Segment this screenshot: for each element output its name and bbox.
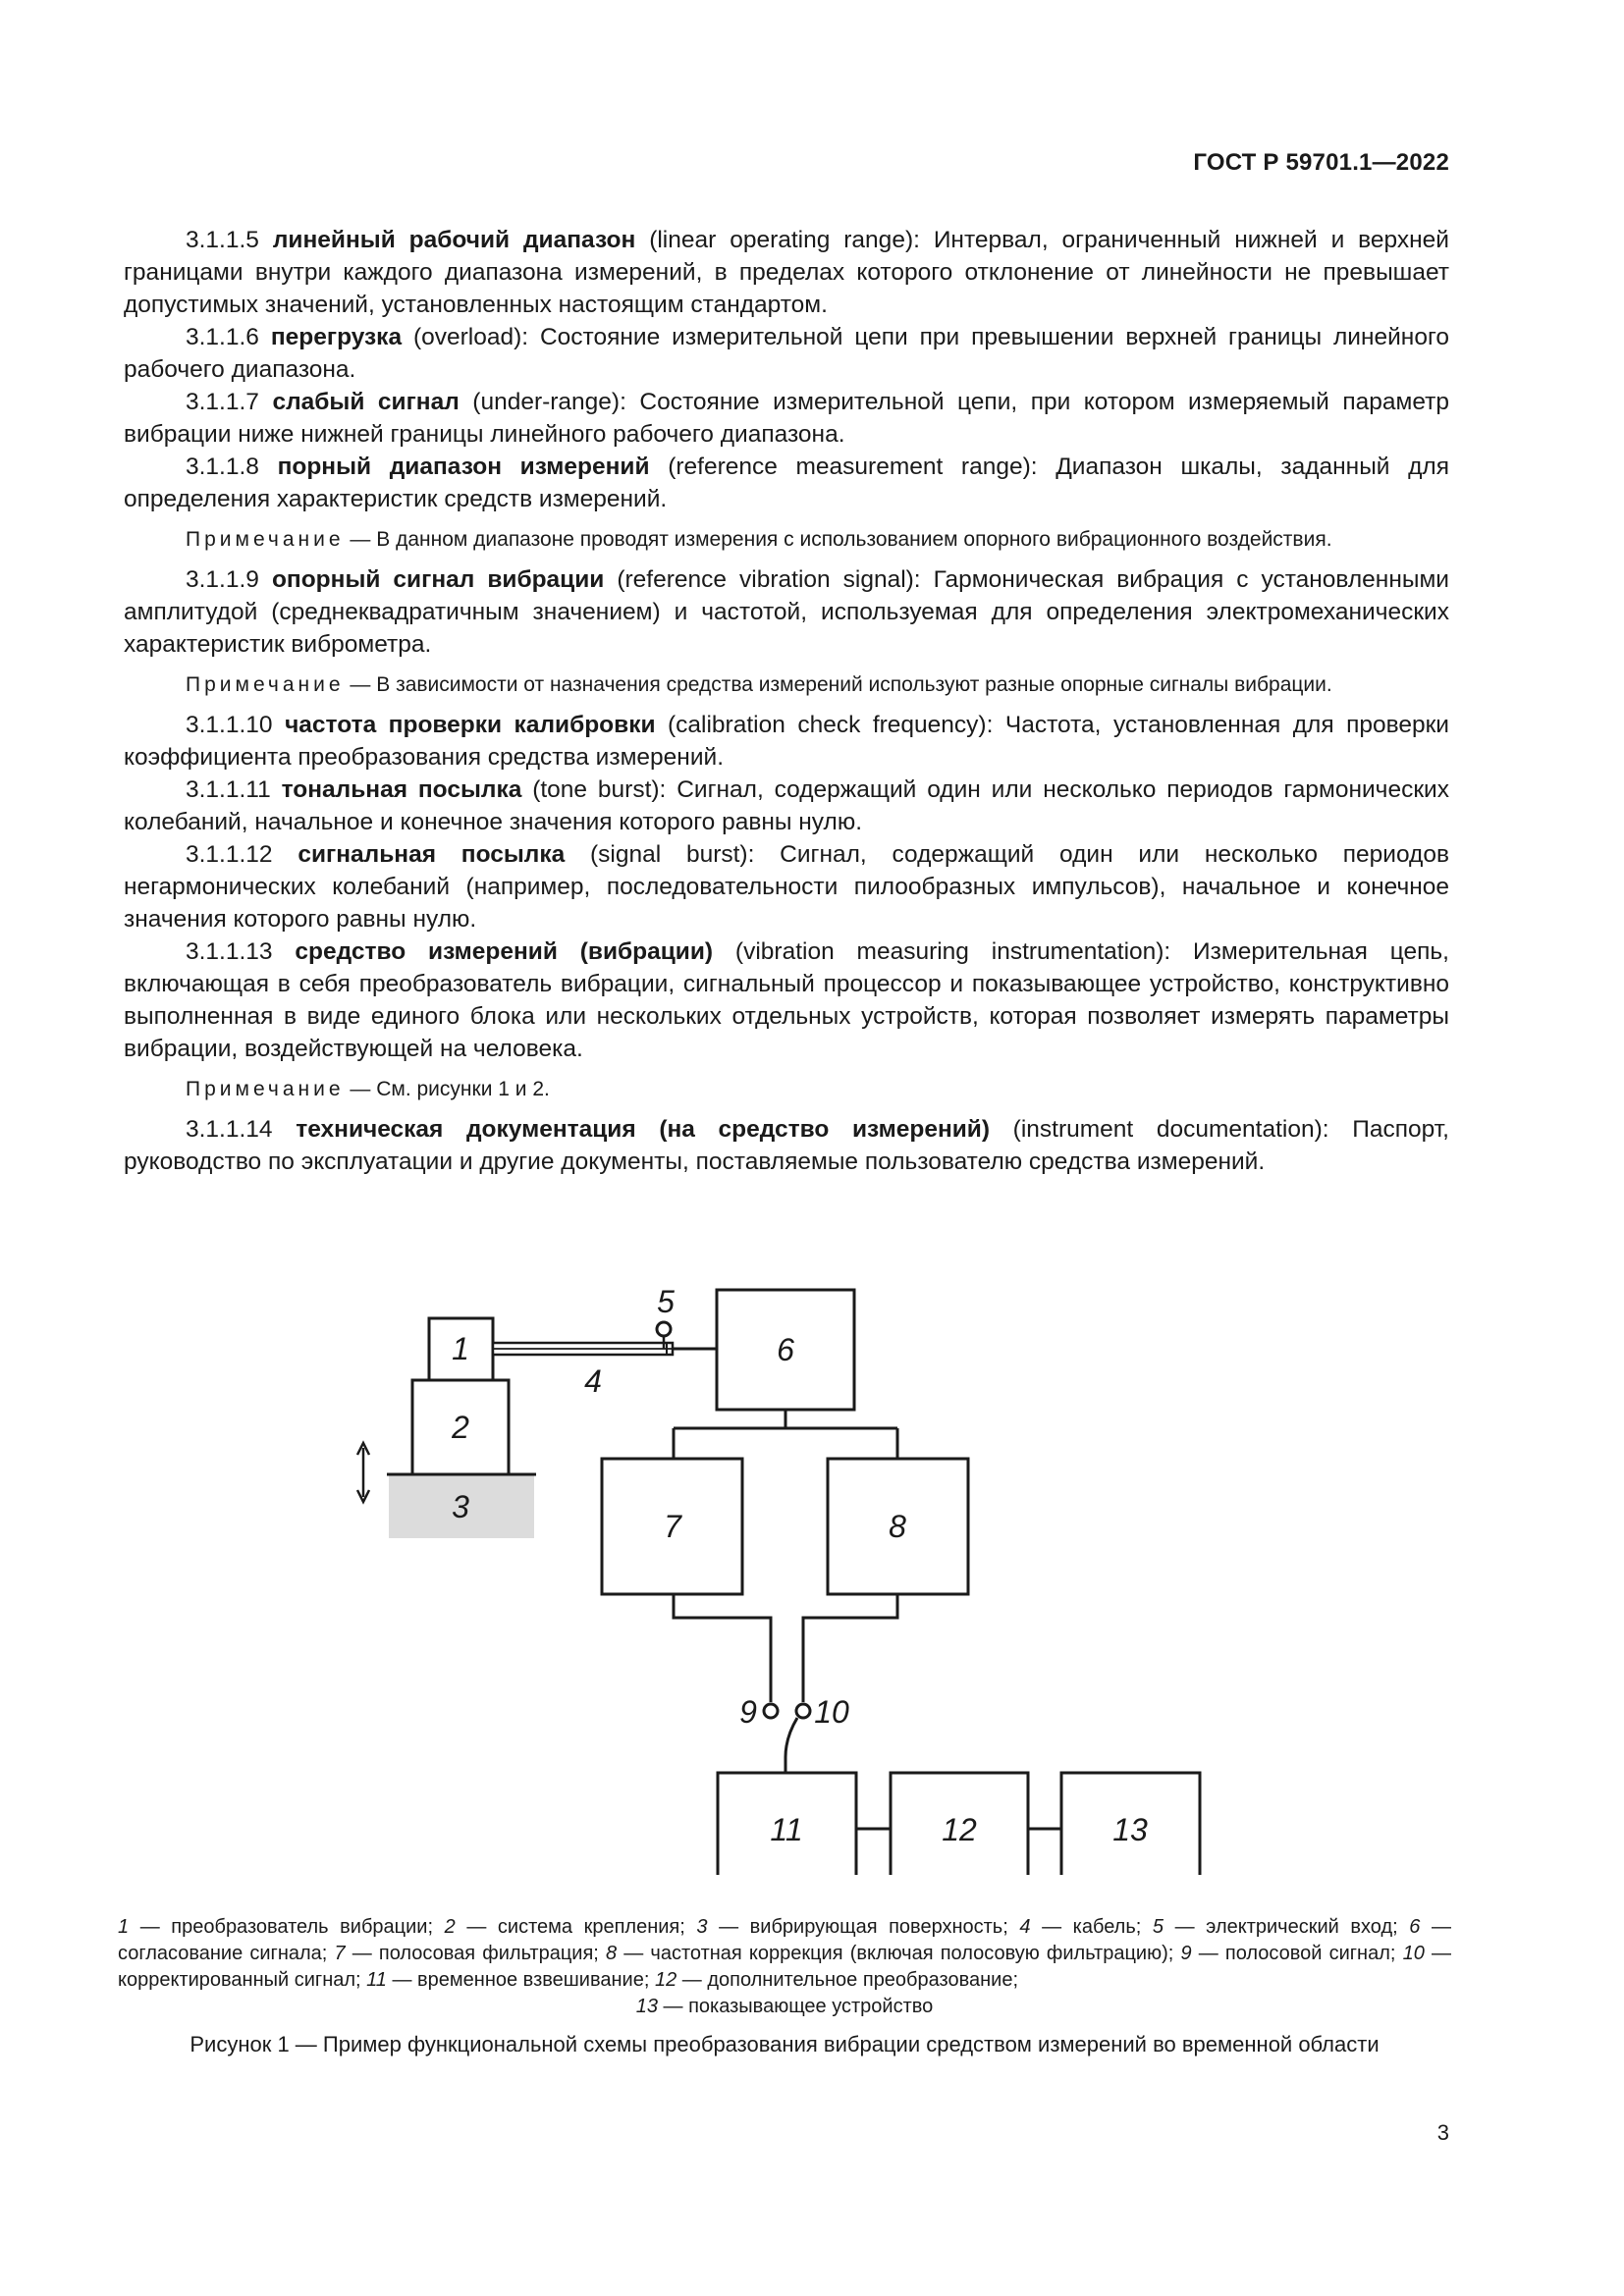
- label-8: 8: [889, 1509, 906, 1544]
- term: порный диапазон измерений: [277, 454, 650, 480]
- term: перегрузка: [270, 324, 403, 350]
- note-label: Примечание: [186, 528, 345, 551]
- connector: [674, 1594, 771, 1702]
- definition-3-1-1-7: 3.1.1.7 слабый сигнал (under-range): Состояние измерительной цепи, при котором измеряемый параметр вибрации ниже нижней границы линейного рабочего диапазона.: [124, 389, 1449, 448]
- note-1: Примечание — В данном диапазоне проводят измерения с использованием опорного вибрационного воздействия.: [186, 528, 1332, 551]
- label-12: 12: [942, 1812, 977, 1847]
- note-label: Примечание: [186, 1078, 345, 1100]
- definition-3-1-1-8: 3.1.1.8 порный диапазон измерений (reference measurement range): Диапазон шкалы, заданный для определения характеристик средств измерений.: [124, 454, 1449, 512]
- definition-3-1-1-14: 3.1.1.14 техническая документация (на средство измерений) (instrument documentation): Паспорт, руководство по эксплуатации и другие документы, поставляемые пользователю средства измерений.: [124, 1116, 1449, 1175]
- term: линейный рабочий диапазон: [272, 227, 636, 253]
- label-3: 3: [452, 1489, 469, 1524]
- term: средство измерений (вибрации): [295, 938, 714, 965]
- definition-3-1-1-12: 3.1.1.12 сигнальная посылка (signal burst): Сигнал, содержащий один или несколько периодов негармонических колебаний (например, последовательности пилообразных импульсов), начальное и конечное значения которого равны нулю.: [124, 841, 1449, 933]
- terminal-9: [764, 1704, 778, 1718]
- label-2: 2: [452, 1410, 469, 1445]
- electrical-input-terminal: [657, 1322, 671, 1336]
- term: тональная посылка: [281, 776, 522, 803]
- terminal-10: [796, 1704, 810, 1718]
- functional-diagram: [0, 1286, 1624, 1847]
- label-7: 7: [664, 1509, 681, 1544]
- label-11: 11: [770, 1812, 803, 1847]
- term: слабый сигнал: [272, 389, 460, 415]
- label-13: 13: [1112, 1812, 1148, 1847]
- definition-3-1-1-13: 3.1.1.13 средство измерений (вибрации) (vibration measuring instrumentation): Измерительная цепь, включающая в себя преобразователь вибрации, сигнальный процессор и показывающее устройство, конструктивно выполненная в виде единого блока или нескольких отдельных устройств, которая позволяет измерять параметры вибрации, воздействующей на человека.: [124, 938, 1449, 1062]
- term: техническая документация (на средство измерений): [296, 1116, 991, 1143]
- standard-header: ГОСТ Р 59701.1—2022: [1193, 149, 1449, 176]
- note-2: Примечание — В зависимости от назначения средства измерений используют разные опорные сигналы вибрации.: [186, 673, 1332, 696]
- figure-legend: 1 — преобразователь вибрации; 2 — система крепления; 3 — вибрирующая поверхность; 4 — кабель; 5 — электрический вход; 6 — согласование сигнала; 7 — полосовая фильтрация; 8 — частотная коррекция (включая полосовую фильтрацию); 9 — полосовой сигнал; 10 — корректированный сигнал; 11 — временное взвешивание; 12 — дополнительное преобразование; 13 — показывающее устройство: [118, 1914, 1451, 2020]
- definition-3-1-1-11: 3.1.1.11 тональная посылка (tone burst): Сигнал, содержащий один или несколько периодов гармонических колебаний, начальное и конечное значения которого равны нулю.: [124, 776, 1449, 835]
- label-6: 6: [777, 1332, 794, 1367]
- definition-3-1-1-5: 3.1.1.5 линейный рабочий диапазон (linear operating range): Интервал, ограниченный нижней и верхней границами внутри каждого диапазона измерений, в пределах которого отклонение от линейности не превышает допустимых значений, установленных настоящим стандартом.: [124, 227, 1449, 318]
- diagram-svg: [0, 1286, 1624, 1875]
- term: сигнальная посылка: [298, 841, 566, 868]
- page-number: 3: [1436, 2120, 1449, 2145]
- note-3: Примечание — См. рисунки 1 и 2.: [186, 1078, 550, 1100]
- definitions-text: [124, 224, 1449, 1178]
- definition-3-1-1-6: 3.1.1.6 перегрузка (overload): Состояние измерительной цепи при превышении верхней границы линейного рабочего диапазона.: [124, 324, 1449, 383]
- connector: [803, 1594, 897, 1702]
- definition-3-1-1-9: 3.1.1.9 опорный сигнал вибрации (reference vibration signal): Гармоническая вибрация с установленными амплитудой (среднеквадратичным значением) и частотой, используемая для определения электромеханических характеристик виброметра.: [124, 566, 1449, 658]
- figure-caption: Рисунок 1 — Пример функциональной схемы преобразования вибрации средством измерений во временной области: [189, 2032, 1380, 2056]
- label-4: 4: [584, 1363, 602, 1399]
- label-9: 9: [739, 1694, 757, 1730]
- switch: [785, 1718, 797, 1773]
- term: частота проверки калибровки: [285, 712, 656, 738]
- term: опорный сигнал вибрации: [271, 566, 605, 593]
- label-5: 5: [657, 1286, 675, 1319]
- label-10: 10: [814, 1694, 849, 1730]
- note-label: Примечание: [186, 673, 345, 696]
- label-1: 1: [452, 1331, 469, 1366]
- legend-last-line: 13 — показывающее устройство: [635, 1996, 934, 2017]
- definition-3-1-1-10: 3.1.1.10 частота проверки калибровки (calibration check frequency): Частота, установленная для проверки коэффициента преобразования средства измерений.: [124, 712, 1449, 771]
